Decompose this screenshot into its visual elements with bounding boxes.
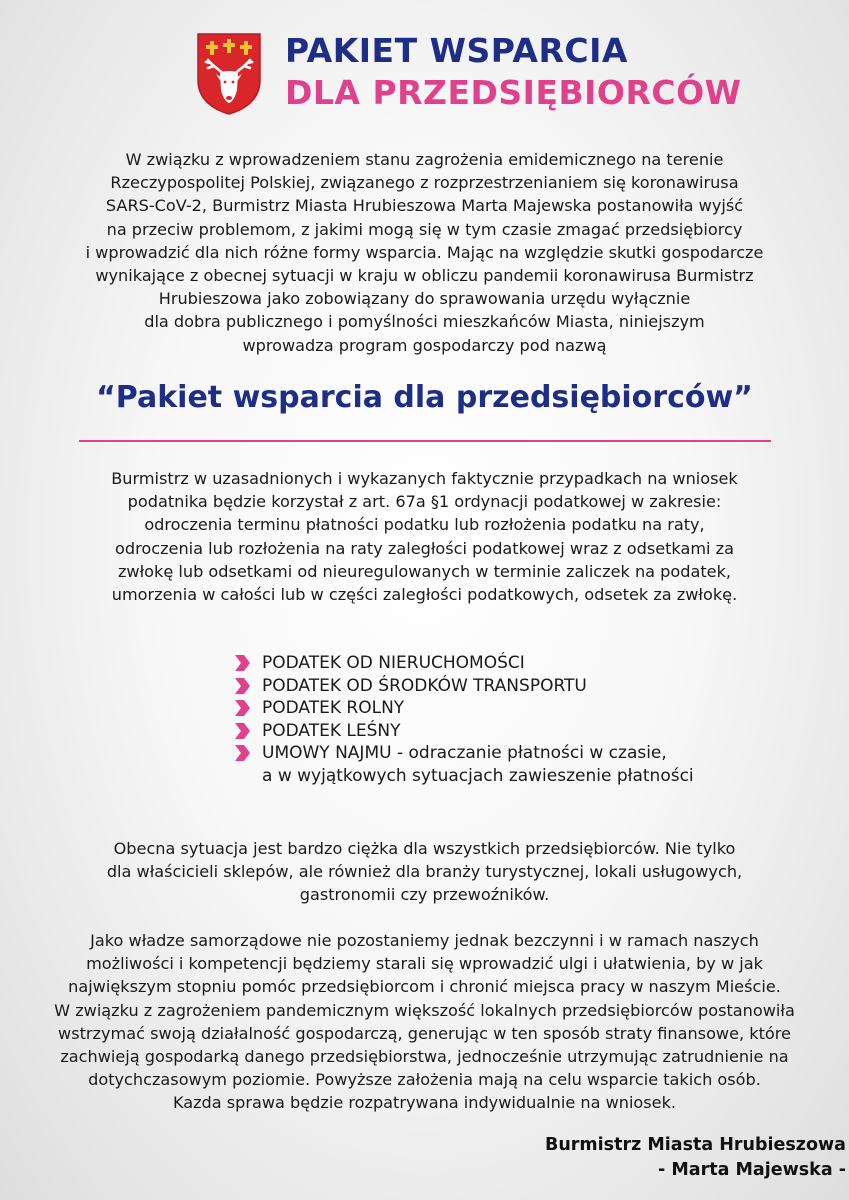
chevron-right-icon: [232, 720, 252, 742]
closing-line: największym stopniu pomóc przedsiębiorcom i chronić miejsca pracy w naszym Mieście.: [68, 977, 781, 997]
ordinance-paragraph: [0, 467, 849, 606]
closing-line: W związku z zagrożeniem pandemicznym większość lokalnych przedsiębiorców postanowiła: [54, 1000, 795, 1020]
intro-line: wprowadza program gospodarczy pod nazwą: [242, 335, 607, 355]
tax-list: [232, 652, 694, 787]
closing-line: dotychczasowym poziomie. Powyższe założenia mają na celu wsparcie takich osób.: [88, 1070, 761, 1090]
title-line-1: PAKIET WSPARCIA: [285, 31, 628, 70]
closing-line: Kazda sprawa będzie rozpatrywana indywidualnie na wniosek.: [172, 1093, 677, 1113]
situation-line: gastronomii czy przewoźników.: [299, 885, 550, 905]
ordinance-line: odroczenia lub rozłożenia na raty zaległości podatkowej wraz z odsetkami za: [115, 538, 734, 558]
closing-line: Jako władze samorządowe nie pozostaniemy jednak bezczynni i w ramach naszych: [90, 931, 759, 950]
signature-title: Burmistrz Miasta Hrubieszowa: [545, 1135, 846, 1155]
closing-paragraph: [0, 929, 849, 1115]
program-name-heading: “Pakiet wsparcia dla przedsiębiorców”: [96, 380, 753, 415]
situation-line: Obecna sytuacja jest bardzo ciężka dla wszystkich przedsiębiorców. Nie tylko: [113, 839, 736, 858]
list-item: [232, 742, 694, 787]
chevron-right-icon: [232, 742, 252, 764]
intro-line: W związku z wprowadzeniem stanu zagrożenia emidemicznego na terenie: [125, 150, 724, 169]
page-title: [285, 30, 742, 114]
ordinance-line: zwłokę lub odsetkami od nieuregulowanych w terminie zaliczek na podatek,: [117, 561, 732, 581]
pink-divider: [79, 440, 771, 442]
closing-line: zachwieją gospodarką danego przedsiębiorstwa, jednocześnie utrzymując zatrudnienie na: [60, 1047, 789, 1067]
closing-line: możliwości i kompetencji będziemy starali się wprowadzić ulgi i ułatwienia, by w jak: [86, 954, 763, 974]
rent-label: UMOWY NAJMU: [262, 743, 392, 763]
intro-line: dla dobra publicznego i pomyślności mieszkańców Miasta, niniejszym: [144, 312, 705, 332]
list-item: [232, 675, 694, 698]
tax-label: PODATEK OD NIERUCHOMOŚCI: [262, 653, 525, 673]
chevron-right-icon: [232, 652, 252, 674]
situation-paragraph: [0, 837, 849, 907]
closing-line: wstrzymać swoją działalność gospodarczą, generując w ten sposób straty finansowe, które: [58, 1023, 791, 1043]
tax-label: PODATEK ROLNY: [262, 698, 405, 718]
rent-item: [262, 742, 694, 787]
ordinance-line: odroczenia terminu płatności podatku lub rozłożenia podatku na raty,: [144, 515, 705, 535]
tax-label: PODATEK OD ŚRODKÓW TRANSPORTU: [262, 675, 587, 696]
chevron-right-icon: [232, 697, 252, 719]
rent-detail: - odraczanie płatności w czasie,: [391, 743, 667, 763]
list-item: [232, 720, 694, 743]
tax-label: PODATEK LEŚNY: [262, 720, 401, 741]
ordinance-line: podatnika będzie korzystał z art. 67a §1 ordynacji podatkowej w zakresie:: [127, 492, 722, 512]
intro-line: SARS-CoV-2, Burmistrz Miasta Hrubieszowa Marta Majewska postanowiła wyjść: [105, 196, 744, 216]
intro-line: Hrubieszowa jako zobowiązany do sprawowania urzędu wyłącznie: [158, 289, 691, 309]
title-line-2: DLA PRZEDSIĘBIORCÓW: [285, 73, 742, 112]
intro-paragraph: [0, 148, 849, 357]
list-item: [232, 697, 694, 720]
list-item: [232, 652, 694, 675]
signature: [545, 1133, 846, 1183]
situation-line: dla właścicieli sklepów, ale również dla branży turystycznej, lokali usługowych,: [106, 862, 743, 882]
intro-line: na przeciw problemom, z jakimi mogą się w tym czasie zmagać przedsiębiorcy: [106, 219, 743, 239]
signature-name: - Marta Majewska -: [658, 1160, 846, 1180]
rent-detail-2: a w wyjątkowych sytuacjach zawieszenie płatności: [262, 765, 694, 786]
coat-of-arms-icon: [196, 32, 262, 116]
intro-line: i wprowadzić dla nich różne formy wsparcia. Mając na względzie skutki gospodarcze: [85, 242, 764, 262]
chevron-right-icon: [232, 675, 252, 697]
intro-line: wynikające z obecnej sytuacji w kraju w obliczu pandemii koronawirusa Burmistrz: [95, 266, 754, 286]
ordinance-line: umorzenia w całości lub w części zaległości podatkowych, odsetek za zwłokę.: [111, 585, 738, 605]
ordinance-line: Burmistrz w uzasadnionych i wykazanych faktycznie przypadkach na wniosek: [111, 469, 738, 488]
intro-line: Rzeczypospolitej Polskiej, związanego z rozprzestrzenianiem się koronawirusa: [110, 173, 739, 193]
